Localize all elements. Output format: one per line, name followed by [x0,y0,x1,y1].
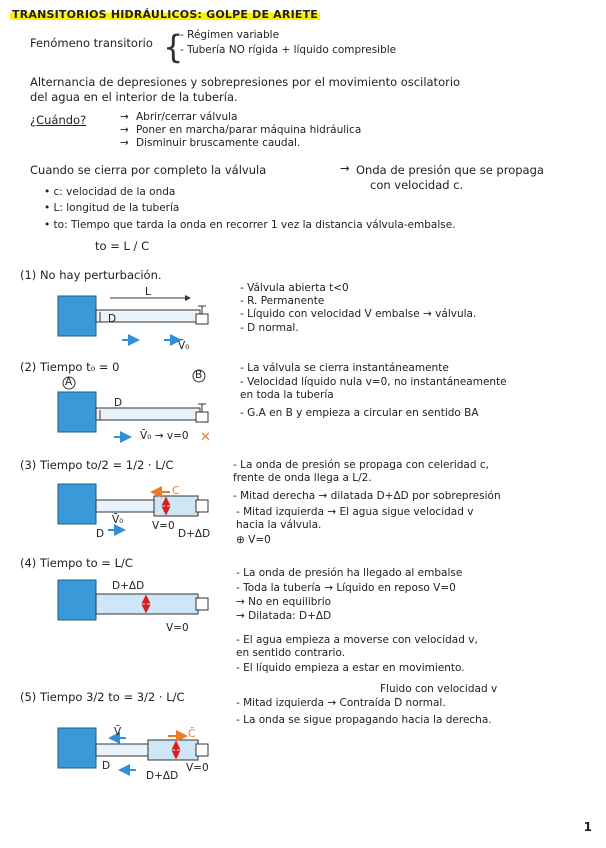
reservoir-3 [58,484,96,524]
d3-label-D: D [96,528,105,540]
pipe-5-right-dilated [148,740,198,760]
valve-3 [196,500,208,512]
section-4-heading: (4) Tiempo to = L/C [20,556,133,570]
page-title: TRANSITORIOS HIDRÁULICOS: GOLPE DE ARIETE [12,8,318,21]
cuando-label: ¿Cuándo? [30,113,87,127]
d1-label-L: L [145,286,151,298]
pipe-3-left [96,500,154,512]
reservoir-4 [58,580,96,620]
pipe-5-left [96,744,148,756]
valve-5 [196,744,208,756]
section-5-heading: (5) Tiempo 3/2 to = 3/2 · L/C [20,690,185,704]
section-2-heading: (2) Tiempo t₀ = 0 [20,360,120,374]
s4-note-3: → No en equilibrio [236,596,332,608]
s1-note-2: - R. Permanente [240,295,325,307]
s3-note-5: hacia la válvula. [236,519,322,531]
fenomeno-item-1: - Régimen variable [180,29,280,41]
s4-note-4: → Dilatada: D+ΔD [236,610,332,622]
s4-note-6: en sentido contrario. [236,647,346,659]
bullet-t0: • to: Tiempo que tarda la onda en recorrer 1 vez la distancia válvula-embalse. [44,219,456,231]
s2-note-2: - Velocidad líquido nula v=0, no instantáneamente [240,376,507,388]
s1-note-1: - Válvula abierta t<0 [240,282,349,294]
d3-label-c: C [172,485,180,497]
bullet-c: • c: velocidad de la onda [44,186,176,198]
d3-label-v: V̄₀ [112,514,124,526]
d3-label-v0: V=0 [152,520,175,532]
cierre-arrow: → [340,161,350,175]
valve-2 [196,412,208,422]
d5-label-v: V̄ [114,726,122,738]
cierre-line-3: con velocidad c. [370,178,464,192]
cuando-item-1: Abrir/cerrar válvula [136,111,238,123]
cuando-arrow-2: → [120,124,129,136]
pipe-3-right-dilated [154,496,198,516]
s3-note-1: - La onda de presión se propaga con celeridad c, [233,459,489,471]
d2-label-v: V̄₀ → v=0 [140,430,189,442]
s4-note-5: - El agua empieza a moverse con velocidad v, [236,634,478,646]
d5-label-D: D [102,760,111,772]
cuando-arrow-3: → [120,137,129,149]
s2-note-3: en toda la tubería [240,389,334,401]
alternancia-line-1: Alternancia de depresiones y sobrepresiones por el movimiento oscilatorio [30,75,461,89]
pipe-4-dilated [96,594,198,614]
s4-note-7: - El líquido empieza a estar en movimiento. [236,662,465,674]
d5-label-c: C̄ [188,728,196,740]
valve-1 [196,314,208,324]
section-1-heading: (1) No hay perturbación. [20,268,162,282]
s3-note-3: - Mitad derecha → dilatada D+ΔD por sobrepresión [233,490,501,502]
alternancia-line-2: del agua en el interior de la tubería. [30,90,238,104]
fenomeno-item-2: - Tubería NO rígida + líquido compresible [180,44,397,56]
d1-label-D: D [108,313,117,325]
s3-note-4: - Mitad izquierda → El agua sigue velocidad v [236,506,474,518]
d2-label-A: A [65,376,73,388]
curly-brace: { [163,28,184,66]
formula-t0: to = L / C [95,239,150,253]
bullet-L: • L: longitud de la tubería [44,202,180,214]
s1-note-3: - Líquido con velocidad V embalse → válvula. [240,308,477,320]
d5-label-dd: D+ΔD [146,770,179,782]
s5-note-1: Fluido con velocidad v [380,683,498,695]
section-3-heading: (3) Tiempo to/2 = 1/2 · L/C [20,458,174,472]
cuando-item-2: Poner en marcha/parar máquina hidráulica [136,124,362,136]
page-number: 1 [583,820,592,834]
cuando-arrow-1: → [120,111,129,123]
d5-label-v0: V=0 [186,762,209,774]
s2-note-1: - La válvula se cierra instantáneamente [240,362,449,374]
cross-icon: ✕ [200,430,211,445]
fenomeno-label: Fenómeno transitorio [30,36,153,50]
d4-label-dd: D+ΔD [112,580,145,592]
s2-note-4: - G.A en B y empieza a circular en sentido BA [240,407,479,419]
diagram-3 [58,484,208,530]
s1-note-4: - D normal. [240,322,299,334]
reservoir-2 [58,392,96,432]
s4-note-1: - La onda de presión ha llegado al embalse [236,567,463,579]
valve-4 [196,598,208,610]
s4-note-2: - Toda la tubería → Líquido en reposo V=0 [236,582,456,594]
s5-note-2: - Mitad izquierda → Contraída D normal. [236,697,446,709]
s5-note-3: - La onda se sigue propagando hacia la derecha. [236,714,492,726]
cuando-item-3: Disminuir bruscamente caudal. [136,137,301,149]
d3-label-dd: D+ΔD [178,528,211,540]
s3-note-2: frente de onda llega a L/2. [233,472,372,484]
cierre-line-1: Cuando se cierra por completo la válvula [30,163,267,177]
diagram-1 [58,296,208,340]
d2-label-D: D [114,397,123,409]
pipe-2 [96,408,200,420]
d2-label-B: B [195,369,203,381]
reservoir-5 [58,728,96,768]
reservoir-1 [58,296,96,336]
s3-note-6: ⊕ V=0 [236,534,271,546]
d4-label-v0: V=0 [166,622,189,634]
cierre-line-2: Onda de presión que se propaga [356,163,544,177]
d1-label-v: V̄₀ [178,340,190,352]
